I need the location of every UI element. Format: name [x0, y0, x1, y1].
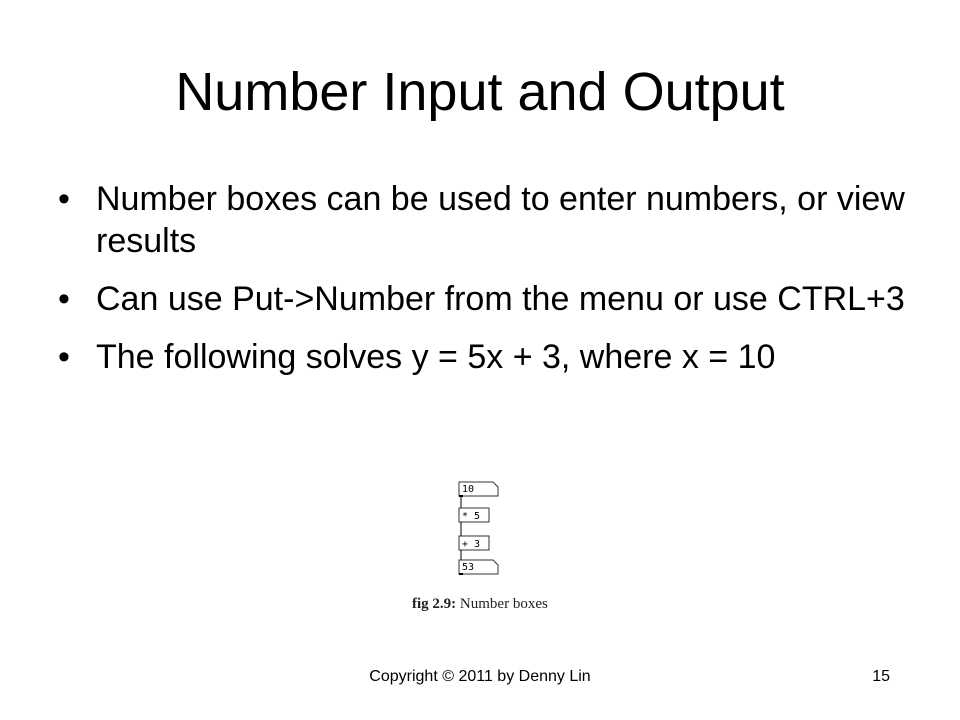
- pd-patch-diagram: [400, 478, 600, 588]
- number-box-output-value: 53: [462, 562, 475, 573]
- multiply-object-label: * 5: [462, 511, 481, 522]
- figure-caption: [412, 595, 548, 613]
- page-number: 15: [872, 668, 890, 685]
- bullet-text: The following solves y = 5x + 3, where x = 10: [96, 338, 776, 376]
- pd-patch-figure: [400, 478, 600, 638]
- footer-copyright: Copyright © 2011 by Denny Lin: [369, 668, 591, 685]
- bullet-list: [58, 178, 918, 394]
- bullet-marker: •: [58, 280, 70, 318]
- number-box-input-value: 10: [462, 484, 475, 495]
- add-object-label: + 3: [462, 539, 481, 550]
- bullet-marker: •: [58, 180, 70, 218]
- figure-caption-label: fig 2.9:: [412, 596, 457, 612]
- slide-title: Number Input and Output: [175, 62, 785, 122]
- bullet-text: Can use Put->Number from the menu or use CTRL+3: [96, 280, 905, 318]
- figure-caption-text: Number boxes: [459, 596, 548, 612]
- outlet: [459, 573, 463, 575]
- bullet-text: Number boxes can be used to enter numbers, or view results: [96, 180, 905, 260]
- bullet-item: [58, 178, 918, 262]
- bullet-item: [58, 278, 918, 320]
- bullet-marker: •: [58, 338, 70, 376]
- bullet-item: [58, 336, 918, 378]
